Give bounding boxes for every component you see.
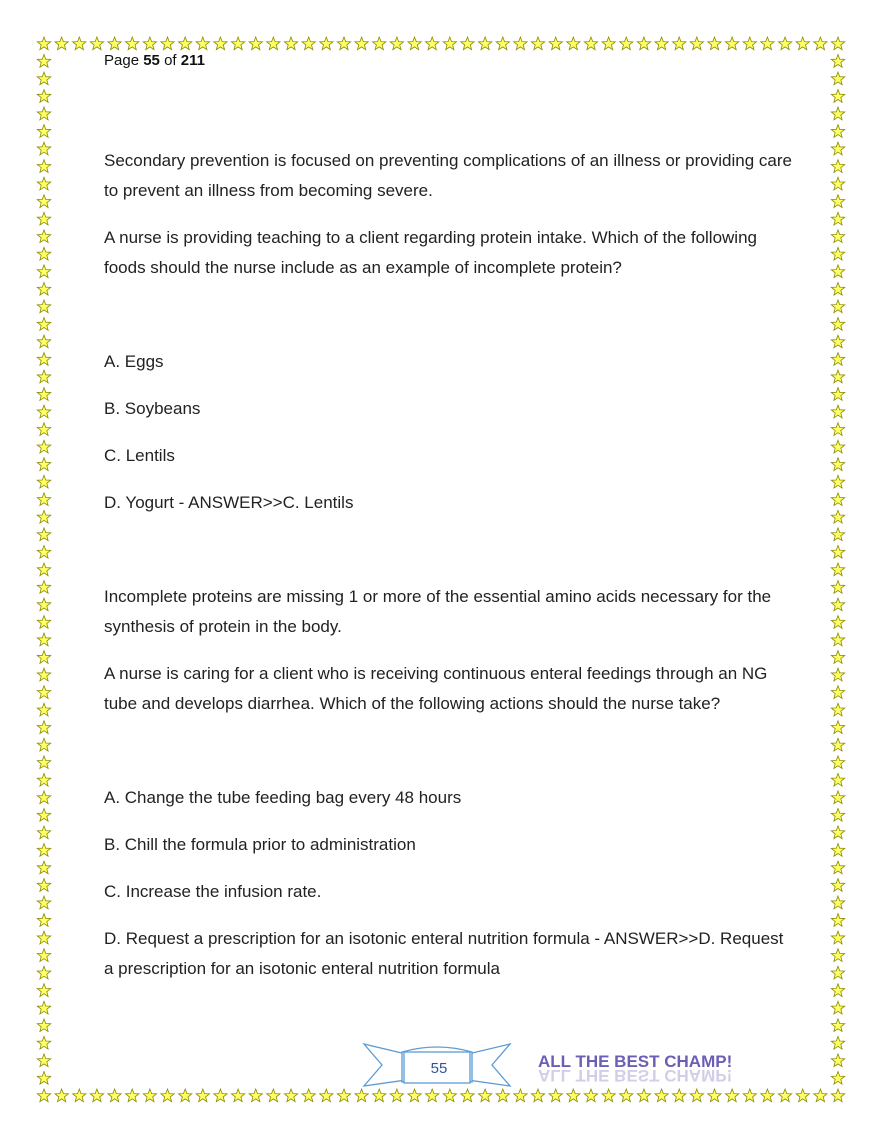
border-star [37,949,50,962]
border-star [584,1089,597,1102]
border-star [90,1089,103,1102]
border-star [831,388,844,401]
border-star [231,37,244,50]
border-star [831,318,844,331]
border-star [655,37,668,50]
of-word: of [164,52,177,69]
border-star [602,1089,615,1102]
border-star [55,1089,68,1102]
border-star [637,37,650,50]
border-star [831,686,844,699]
border-star [37,879,50,892]
border-star [831,177,844,190]
border-star [37,1089,50,1102]
border-star [796,37,809,50]
border-star [831,931,844,944]
border-star [373,1089,386,1102]
border-star [37,581,50,594]
answer-option: A. Eggs [104,352,164,371]
border-star [37,265,50,278]
border-star [831,335,844,348]
border-star [690,1089,703,1102]
border-star [831,826,844,839]
border-star [443,1089,456,1102]
border-star [37,668,50,681]
border-star [37,440,50,453]
border-star [673,1089,686,1102]
border-star [831,458,844,471]
border-star [426,1089,439,1102]
border-star [443,37,456,50]
border-star [831,142,844,155]
border-star [831,90,844,103]
border-star [37,72,50,85]
border-star [831,966,844,979]
border-star [831,212,844,225]
border-star [161,37,174,50]
border-star [831,195,844,208]
border-star [37,160,50,173]
border-star [37,300,50,313]
border-star [196,37,209,50]
border-star [831,791,844,804]
border-star [655,1089,668,1102]
border-star [37,493,50,506]
border-star [479,37,492,50]
border-star [831,844,844,857]
border-star [37,861,50,874]
border-star [214,1089,227,1102]
border-star [726,37,739,50]
border-star [831,1036,844,1049]
border-star [37,563,50,576]
border-star [831,125,844,138]
border-star [831,721,844,734]
border-star [249,1089,262,1102]
border-star [673,37,686,50]
border-star [761,37,774,50]
border-star [831,160,844,173]
border-star [37,510,50,523]
border-star [284,1089,297,1102]
border-star [267,37,280,50]
border-star [37,90,50,103]
border-star [37,107,50,120]
border-star [267,1089,280,1102]
border-star [814,37,827,50]
border-star [37,703,50,716]
border-star [831,738,844,751]
answer-option: D. Request a prescription for an isotonic enteral nutrition formula - ANSWER>>D. Request a prescription for an isotonic enteral nutrition formula [104,929,784,978]
border-star [73,37,86,50]
border-star [37,212,50,225]
border-star [567,37,580,50]
border-star [37,826,50,839]
answer-option: D. Yogurt - ANSWER>>C. Lentils [104,493,354,512]
current-page-number: 55 [143,52,160,69]
border-star [214,37,227,50]
border-star [831,423,844,436]
border-star [602,37,615,50]
border-star [37,896,50,909]
border-star [284,37,297,50]
border-star [37,405,50,418]
border-star [831,1072,844,1085]
border-star [143,1089,156,1102]
border-star [373,37,386,50]
border-star [37,773,50,786]
border-star [831,37,844,50]
footer-page-number: 55 [430,1060,448,1077]
border-star [37,195,50,208]
border-star [37,1072,50,1085]
border-star [37,335,50,348]
border-star [831,72,844,85]
border-star [831,247,844,260]
answer-option: B. Chill the formula prior to administration [104,835,416,854]
border-star [196,1089,209,1102]
border-star [831,55,844,68]
border-star [108,37,121,50]
border-star [302,37,315,50]
banner-text: ALL THE BEST CHAMP! [538,1052,733,1071]
border-star [37,283,50,296]
border-star [831,703,844,716]
border-star [778,1089,791,1102]
border-star [302,1089,315,1102]
border-star [514,37,527,50]
page-word: Page [104,52,140,69]
border-star [549,1089,562,1102]
page-header [104,52,205,69]
border-star [831,440,844,453]
border-star [831,756,844,769]
border-star [831,598,844,611]
border-star [708,1089,721,1102]
border-star [461,1089,474,1102]
border-star [637,1089,650,1102]
border-star [584,37,597,50]
border-star [37,598,50,611]
border-star [37,1036,50,1049]
answer-option: A. Change the tube feeding bag every 48 hours [104,788,462,807]
border-star [479,1089,492,1102]
border-star [37,370,50,383]
border-star [831,493,844,506]
border-star [37,1054,50,1067]
border-star [37,353,50,366]
border-star [37,423,50,436]
border-star [37,458,50,471]
border-star [567,1089,580,1102]
explanation-paragraph: Secondary prevention is focused on preventing complications of an illness or providing care to prevent an illness from becoming severe. [104,151,792,200]
border-star [37,914,50,927]
border-star [620,1089,633,1102]
border-star [320,37,333,50]
border-star [231,1089,244,1102]
border-star [179,37,192,50]
border-star [320,1089,333,1102]
border-star [831,1054,844,1067]
border-star [831,563,844,576]
border-star [831,633,844,646]
border-star [514,1089,527,1102]
answer-option: C. Lentils [104,446,175,465]
border-star [337,37,350,50]
border-star [831,300,844,313]
border-star [831,283,844,296]
border-star [337,1089,350,1102]
border-star [179,1089,192,1102]
border-star [531,1089,544,1102]
answer-option: B. Soybeans [104,399,201,418]
border-star [249,37,262,50]
border-star [831,546,844,559]
border-star [37,247,50,260]
border-star [831,1019,844,1032]
border-star [37,756,50,769]
border-star [708,37,721,50]
border-star [355,37,368,50]
border-star [426,37,439,50]
border-star [37,931,50,944]
border-star [408,1089,421,1102]
border-star [143,37,156,50]
border-star [778,37,791,50]
answer-option: C. Increase the infusion rate. [104,882,322,901]
border-star [743,37,756,50]
svg-text:ALL THE BEST CHAMP!: ALL THE BEST CHAMP! [538,1066,733,1085]
border-star [37,984,50,997]
border-star [37,230,50,243]
border-star [831,230,844,243]
border-star [37,738,50,751]
border-star [831,475,844,488]
border-star [831,668,844,681]
border-star [831,353,844,366]
border-star [814,1089,827,1102]
border-star [831,107,844,120]
border-star [831,265,844,278]
border-star [549,37,562,50]
border-star [37,318,50,331]
border-star [37,177,50,190]
border-star [831,581,844,594]
border-star [37,125,50,138]
border-star [37,791,50,804]
border-star [90,37,103,50]
border-star [831,528,844,541]
border-star [55,37,68,50]
border-star [831,773,844,786]
border-star [161,1089,174,1102]
question-paragraph: A nurse is providing teaching to a client regarding protein intake. Which of the following foods should the nurse include as an example of incomplete protein? [104,228,757,277]
border-star [408,37,421,50]
border-star [831,879,844,892]
border-star [108,1089,121,1102]
border-star [831,616,844,629]
border-star [37,721,50,734]
border-star [37,966,50,979]
border-star [390,37,403,50]
border-star [37,651,50,664]
border-star [690,37,703,50]
border-star [831,809,844,822]
explanation-paragraph: Incomplete proteins are missing 1 or more of the essential amino acids necessary for the synthesis of protein in the body. [104,587,772,636]
border-star [37,809,50,822]
border-star [761,1089,774,1102]
border-star [831,896,844,909]
border-star [831,984,844,997]
border-star [831,1001,844,1014]
border-star [461,37,474,50]
border-star [126,37,139,50]
border-star [37,388,50,401]
border-star [620,37,633,50]
border-star [37,546,50,559]
border-star [37,633,50,646]
border-star [73,1089,86,1102]
border-star [831,405,844,418]
border-star [743,1089,756,1102]
border-star [796,1089,809,1102]
border-star [37,844,50,857]
border-star [37,1001,50,1014]
border-star [37,686,50,699]
border-star [831,949,844,962]
border-star [37,616,50,629]
border-star [726,1089,739,1102]
border-star [831,1089,844,1102]
border-star [37,142,50,155]
border-star [37,475,50,488]
border-star [496,37,509,50]
border-star [37,1019,50,1032]
border-star [831,861,844,874]
border-star [37,528,50,541]
border-star [531,37,544,50]
border-star [831,370,844,383]
total-pages: 211 [180,52,205,69]
border-star [831,651,844,664]
border-star [496,1089,509,1102]
border-star [831,914,844,927]
border-star [37,55,50,68]
border-star [831,510,844,523]
banner-wordart [538,1050,738,1090]
border-star [390,1089,403,1102]
border-star [37,37,50,50]
question-paragraph: A nurse is caring for a client who is receiving continuous enteral feedings through an NG tube and develops diarrhea. Which of the following actions should the nurse take? [104,664,768,713]
border-star [126,1089,139,1102]
border-star [355,1089,368,1102]
